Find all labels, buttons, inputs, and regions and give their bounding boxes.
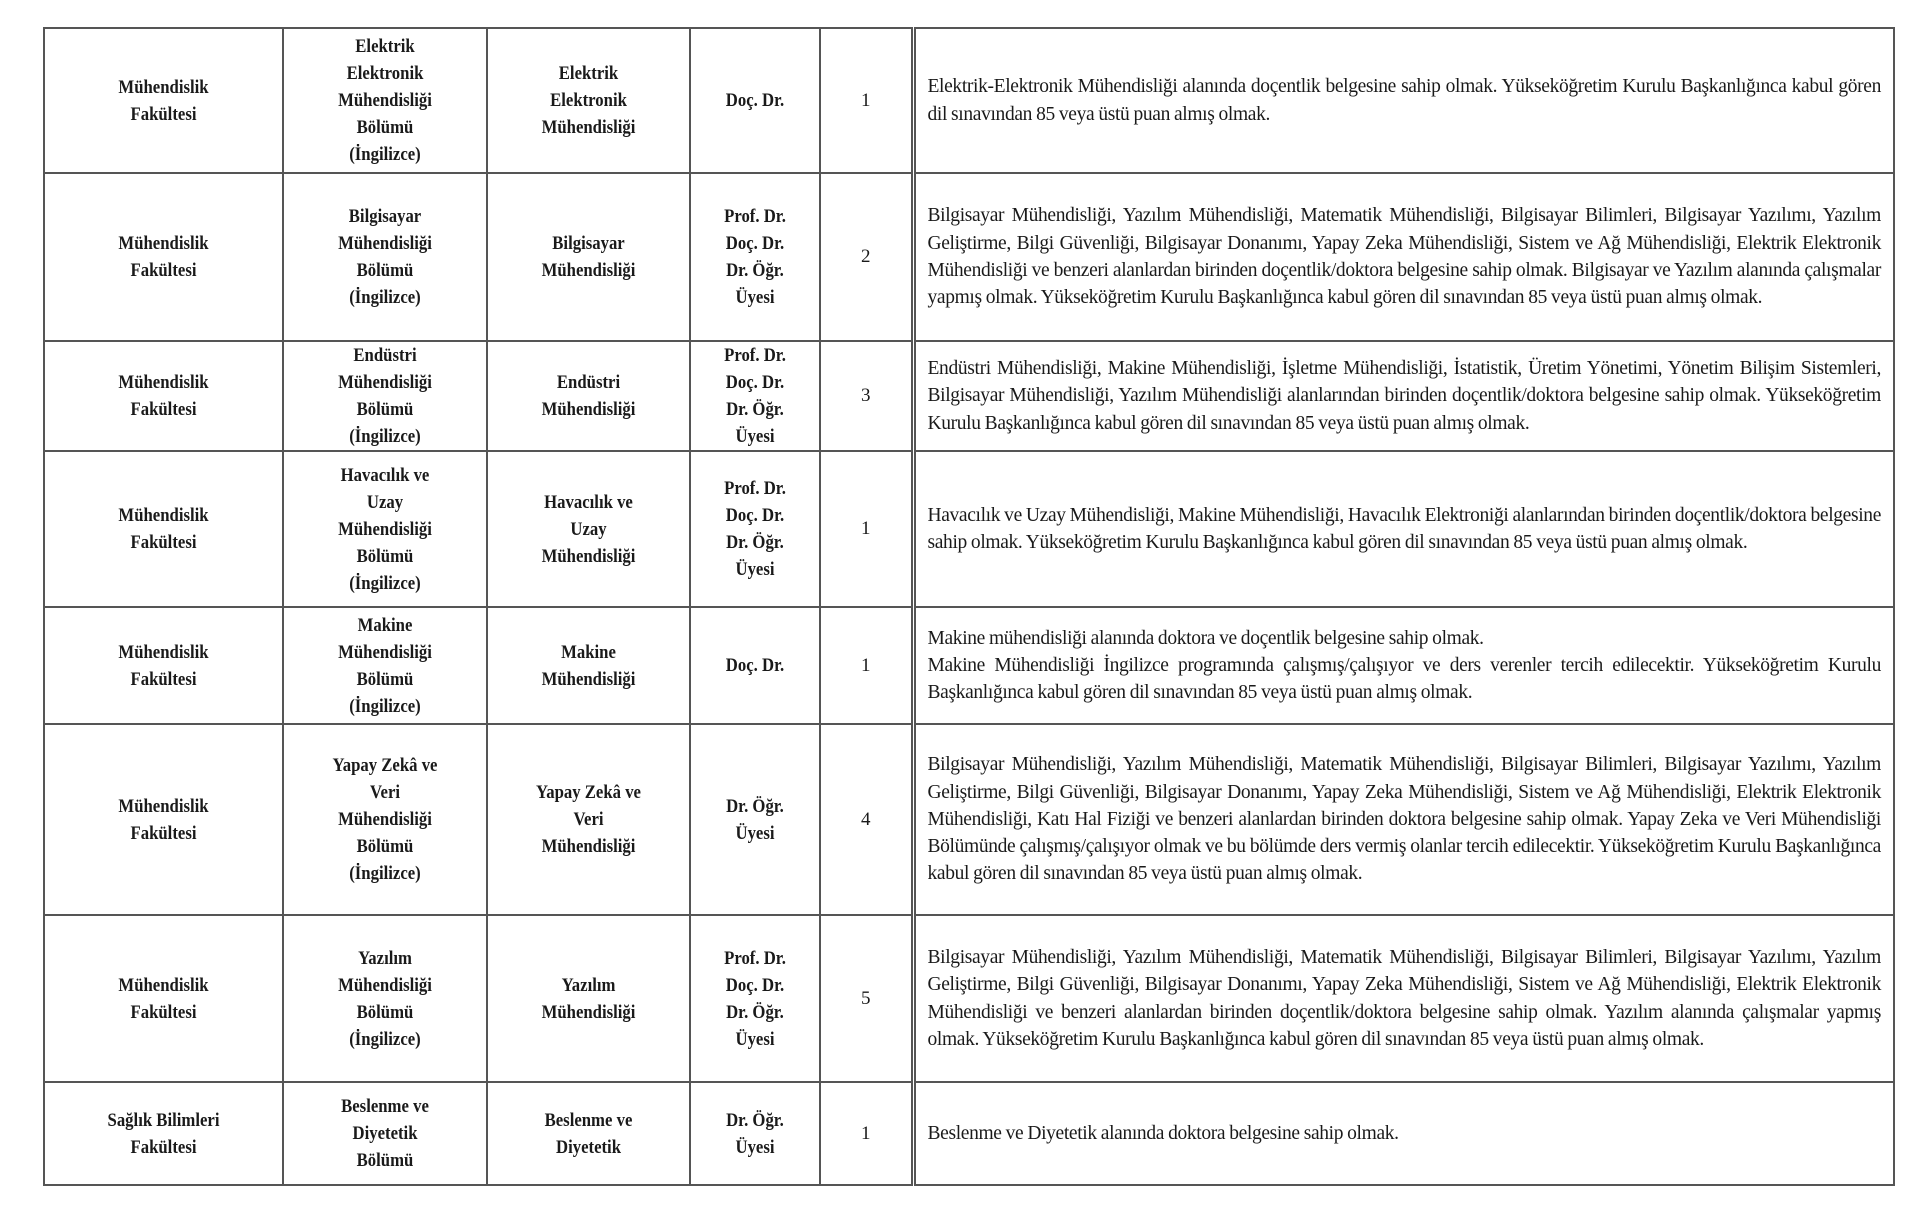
faculty-cell — [44, 1082, 283, 1185]
faculty-cell — [44, 173, 283, 341]
department-line: Mühendisliği — [338, 641, 432, 663]
department-cell — [283, 915, 487, 1082]
position-count: 5 — [861, 987, 871, 1009]
requirements-text — [928, 751, 1882, 887]
requirements-cell — [913, 341, 1894, 451]
requirements-text — [928, 73, 1882, 128]
department-line: Yapay Zekâ ve — [332, 755, 438, 776]
position-count-cell — [820, 1082, 913, 1185]
department-cell — [283, 28, 487, 173]
faculty-cell — [44, 724, 283, 915]
academic-title-line: Prof. Dr. — [724, 947, 786, 969]
requirements-text — [928, 1120, 1882, 1147]
department-line: Endüstri — [353, 345, 417, 366]
program-line: Mühendisliği — [541, 260, 636, 281]
department-line: Bölümü — [356, 668, 414, 690]
faculty-line: Mühendislik — [118, 76, 209, 98]
table-row — [44, 724, 1894, 915]
department-line: Bölümü — [356, 545, 414, 567]
department-line: Bilgisayar — [348, 206, 422, 227]
program-line: Elektrik — [558, 63, 619, 84]
department-cell — [283, 607, 487, 724]
academic-title-line: Prof. Dr. — [724, 478, 786, 499]
position-count-cell — [820, 173, 913, 341]
table-row — [44, 451, 1894, 607]
program-cell — [487, 173, 690, 341]
department-line: (İngilizce) — [349, 426, 421, 447]
requirements-cell — [913, 451, 1894, 607]
department-line: Mühendisliği — [338, 809, 432, 830]
table-row — [44, 1082, 1894, 1185]
faculty-line: Fakültesi — [130, 103, 197, 125]
position-count: 3 — [861, 385, 871, 406]
academic-title-line: Doç. Dr. — [725, 505, 785, 526]
department-line: Mühendisliği — [338, 518, 432, 540]
program-cell — [487, 1082, 690, 1185]
requirements-cell — [913, 1082, 1894, 1185]
faculty-line: Fakültesi — [130, 668, 197, 690]
faculty-line: Mühendislik — [118, 233, 209, 254]
academic-title-line: Dr. Öğr. — [726, 1001, 784, 1023]
position-count-cell — [820, 915, 913, 1082]
faculty-cell — [44, 451, 283, 607]
faculty-line: Mühendislik — [118, 641, 209, 663]
faculty-line: Mühendislik — [118, 505, 209, 526]
faculty-cell — [44, 915, 283, 1082]
requirements-text — [928, 355, 1882, 437]
academic-title-line: Üyesi — [735, 426, 775, 447]
faculty-line: Fakültesi — [130, 260, 197, 281]
program-cell — [487, 451, 690, 607]
program-line: Yazılım — [561, 974, 616, 996]
program-line: Beslenme ve — [544, 1109, 633, 1131]
department-cell — [283, 451, 487, 607]
program-line: Diyetetik — [555, 1136, 622, 1158]
department-line: Havacılık ve — [340, 464, 430, 486]
position-count: 4 — [861, 808, 871, 830]
program-cell — [487, 915, 690, 1082]
program-line: Bilgisayar — [552, 233, 625, 254]
department-line: Yazılım — [358, 947, 412, 969]
requirements-paragraph: Endüstri Mühendisliği, Makine Mühendisliği, İşletme Mühendisliği, İstatistik, Üretim Yönetimi, Yönetim Bilişim Sistemleri, Bilgisayar Mühendisliği, Yazılım Mühendisliği alanlarından birinden doçentlik/doktora belgesine sahip olmak. Yükseköğretim Kurulu Başkanlığınca kabul gören dil sınavından 85 veya üstü puan almış olmak. — [927, 358, 1881, 434]
position-count-cell — [820, 607, 913, 724]
department-line: Elektronik — [346, 63, 424, 84]
academic-title-cell — [690, 915, 820, 1082]
academic-title-line: Doç. Dr. — [725, 90, 785, 111]
faculty-line: Fakültesi — [130, 532, 197, 553]
department-cell — [283, 724, 487, 915]
department-line: Mühendisliği — [338, 974, 432, 996]
program-line: Makine — [561, 641, 616, 663]
program-cell — [487, 28, 690, 173]
department-cell — [283, 1082, 487, 1185]
department-line: (İngilizce) — [349, 287, 421, 308]
position-count-cell — [820, 724, 913, 915]
academic-title-line: Üyesi — [735, 1028, 775, 1050]
academic-title-line: Üyesi — [735, 822, 775, 844]
program-cell — [487, 607, 690, 724]
requirements-cell — [913, 28, 1894, 173]
requirements-cell — [913, 915, 1894, 1082]
table-row — [44, 173, 1894, 341]
position-count: 1 — [861, 654, 871, 676]
academic-title-line: Dr. Öğr. — [726, 532, 784, 553]
requirements-paragraph: Bilgisayar Mühendisliği, Yazılım Mühendisliği, Matematik Mühendisliği, Bilgisayar Bilimleri, Bilgisayar Yazılımı, Yazılım Geliştirme, Bilgi Güvenliği, Bilgisayar Donanımı, Yapay Zeka Mühendisliği, Sistem ve Ağ Mühendisliği, Elektrik Elektronik Mühendisliği, Katı Hal Fiziği ve benzeri alanlardan birinden doktora belgesine sahip olmak. Yapay Zeka ve Veri Mühendisliği Bölümünde çalışmış/çalışıyor olmak ve bu bölümde ders vermiş olanlar tercih edilecektir. Yükseköğretim Kurulu Başkanlığınca kabul gören dil sınavından 85 veya üstü puan almış olmak. — [927, 754, 1881, 885]
academic-title-cell — [690, 451, 820, 607]
department-line: Mühendisliği — [338, 372, 432, 393]
academic-title-line: Üyesi — [735, 559, 775, 580]
academic-title-cell — [690, 341, 820, 451]
department-line: Beslenme ve — [341, 1096, 429, 1117]
academic-title-cell — [690, 28, 820, 173]
position-count: 1 — [861, 518, 871, 539]
faculty-line: Sağlık Bilimleri — [107, 1109, 220, 1131]
requirements-paragraph: Bilgisayar Mühendisliği, Yazılım Mühendisliği, Matematik Mühendisliği, Bilgisayar Bilimleri, Bilgisayar Yazılımı, Yazılım Geliştirme, Bilgi Güvenliği, Bilgisayar Donanımı, Yapay Zeka Mühendisliği, Sistem ve Ağ Mühendisliği, Elektrik Elektronik Mühendisliği ve benzeri alanlardan birinden doçentlik/doktora belgesine sahip olmak. Bilgisayar ve Yazılım alanında çalışmalar yapmış olmak. Yükseköğretim Kurulu Başkanlığınca kabul gören dil sınavından 85 veya üstü puan almış olmak. — [927, 205, 1881, 309]
program-line: Veri — [573, 809, 604, 830]
academic-title-cell — [690, 173, 820, 341]
program-line: Elektronik — [550, 90, 627, 111]
position-count-cell — [820, 341, 913, 451]
department-cell — [283, 341, 487, 451]
faculty-line: Fakültesi — [130, 822, 197, 844]
requirements-paragraph: Makine mühendisliği alanında doktora ve doçentlik belgesine sahip olmak. — [927, 627, 1484, 649]
position-count: 1 — [861, 89, 871, 111]
faculty-line: Mühendislik — [118, 795, 209, 817]
department-line: Veri — [369, 782, 401, 803]
program-line: Mühendisliği — [541, 836, 636, 857]
department-line: (İngilizce) — [349, 1028, 421, 1050]
department-line: Uzay — [366, 491, 404, 513]
academic-title-line: Dr. Öğr. — [726, 260, 784, 281]
requirements-text — [928, 944, 1882, 1053]
faculty-line: Fakültesi — [130, 399, 197, 420]
department-line: Bölümü — [356, 399, 414, 420]
table-row — [44, 915, 1894, 1082]
academic-title-line: Doç. Dr. — [725, 233, 785, 254]
table-row — [44, 341, 1894, 451]
department-line: Elektrik — [355, 36, 415, 57]
department-line: Makine — [357, 614, 413, 636]
faculty-line: Fakültesi — [130, 1001, 197, 1023]
department-line: Bölümü — [356, 117, 414, 138]
requirements-text — [928, 625, 1882, 707]
program-line: Havacılık ve — [544, 491, 633, 513]
requirements-paragraph: Bilgisayar Mühendisliği, Yazılım Mühendisliği, Matematik Mühendisliği, Bilgisayar Bilimleri, Bilgisayar Yazılımı, Yazılım Geliştirme, Bilgi Güvenliği, Bilgisayar Donanımı, Yapay Zeka Mühendisliği, Sistem ve Ağ Mühendisliği, Elektrik Elektronik Mühendisliği ve benzeri alanlardan birinden doçentlik/doktora belgesine sahip olmak. Yazılım alanında çalışmalar yapmış olmak. Yükseköğretim Kurulu Başkanlığınca kabul gören dil sınavından 85 veya üstü puan almış olmak. — [927, 946, 1881, 1050]
department-line: (İngilizce) — [349, 572, 421, 594]
academic-title-cell — [690, 607, 820, 724]
academic-title-line: Üyesi — [735, 1136, 775, 1158]
program-line: Uzay — [570, 518, 607, 540]
academic-title-cell — [690, 1082, 820, 1185]
department-line: Bölümü — [356, 836, 414, 857]
academic-title-line: Doç. Dr. — [725, 655, 785, 676]
faculty-cell — [44, 607, 283, 724]
academic-title-line: Dr. Öğr. — [726, 399, 784, 420]
department-line: Bölümü — [356, 1001, 414, 1023]
requirements-paragraph: Makine Mühendisliği İngilizce programında çalışmış/çalışıyor ve ders verenler tercih edilecektir. Yükseköğretim Kurulu Başkanlığınca kabul gören dil sınavından 85 veya üstü puan almış olmak. — [927, 654, 1881, 704]
department-cell — [283, 173, 487, 341]
academic-title-line: Prof. Dr. — [724, 345, 786, 366]
academic-title-line: Prof. Dr. — [724, 206, 786, 227]
position-count-cell — [820, 451, 913, 607]
table-row — [44, 607, 1894, 724]
program-cell — [487, 341, 690, 451]
faculty-cell — [44, 28, 283, 173]
academic-title-line: Doç. Dr. — [725, 974, 785, 996]
requirements-paragraph: Elektrik-Elektronik Mühendisliği alanında doçentlik belgesine sahip olmak. Yükseköğretim Kurulu Başkanlığınca kabul gören dil sınavından 85 veya üstü puan almış olmak. — [927, 76, 1881, 125]
vacancy-table — [43, 27, 1895, 1186]
position-count-cell — [820, 28, 913, 173]
requirements-cell — [913, 724, 1894, 915]
department-line: (İngilizce) — [349, 863, 421, 884]
program-line: Mühendisliği — [541, 117, 636, 138]
requirements-paragraph: Havacılık ve Uzay Mühendisliği, Makine Mühendisliği, Havacılık Elektroniği alanlarından birinden doçentlik/doktora belgesine sahip olmak. Yükseköğretim Kurulu Başkanlığınca kabul gören dil sınavından 85 veya üstü puan almış olmak. — [927, 504, 1881, 553]
program-line: Mühendisliği — [541, 668, 636, 690]
requirements-text — [928, 202, 1882, 311]
program-line: Mühendisliği — [541, 545, 636, 567]
vacancy-table-body — [44, 28, 1894, 1185]
department-line: Bölümü — [356, 260, 414, 281]
department-line: (İngilizce) — [349, 695, 421, 717]
requirements-cell — [913, 173, 1894, 341]
program-line: Yapay Zekâ ve — [536, 782, 641, 803]
program-line: Mühendisliği — [541, 399, 636, 420]
faculty-line: Fakültesi — [130, 1136, 197, 1158]
program-cell — [487, 724, 690, 915]
academic-title-line: Dr. Öğr. — [726, 1109, 784, 1131]
academic-title-cell — [690, 724, 820, 915]
position-count: 1 — [861, 1122, 871, 1144]
table-row — [44, 28, 1894, 173]
faculty-line: Mühendislik — [118, 372, 209, 393]
academic-title-line: Dr. Öğr. — [726, 795, 784, 817]
faculty-line: Mühendislik — [118, 974, 209, 996]
program-line: Mühendisliği — [541, 1001, 636, 1023]
academic-title-line: Doç. Dr. — [725, 372, 785, 393]
department-line: (İngilizce) — [349, 144, 421, 165]
requirements-paragraph: Beslenme ve Diyetetik alanında doktora belgesine sahip olmak. — [927, 1122, 1399, 1144]
program-line: Endüstri — [556, 372, 621, 393]
faculty-cell — [44, 341, 283, 451]
position-count: 2 — [861, 246, 871, 267]
department-line: Bölümü — [356, 1150, 414, 1171]
department-line: Mühendisliği — [338, 90, 432, 111]
requirements-text — [928, 502, 1882, 557]
requirements-cell — [913, 607, 1894, 724]
department-line: Mühendisliği — [338, 233, 432, 254]
department-line: Diyetetik — [352, 1123, 418, 1144]
academic-title-line: Üyesi — [735, 287, 775, 308]
